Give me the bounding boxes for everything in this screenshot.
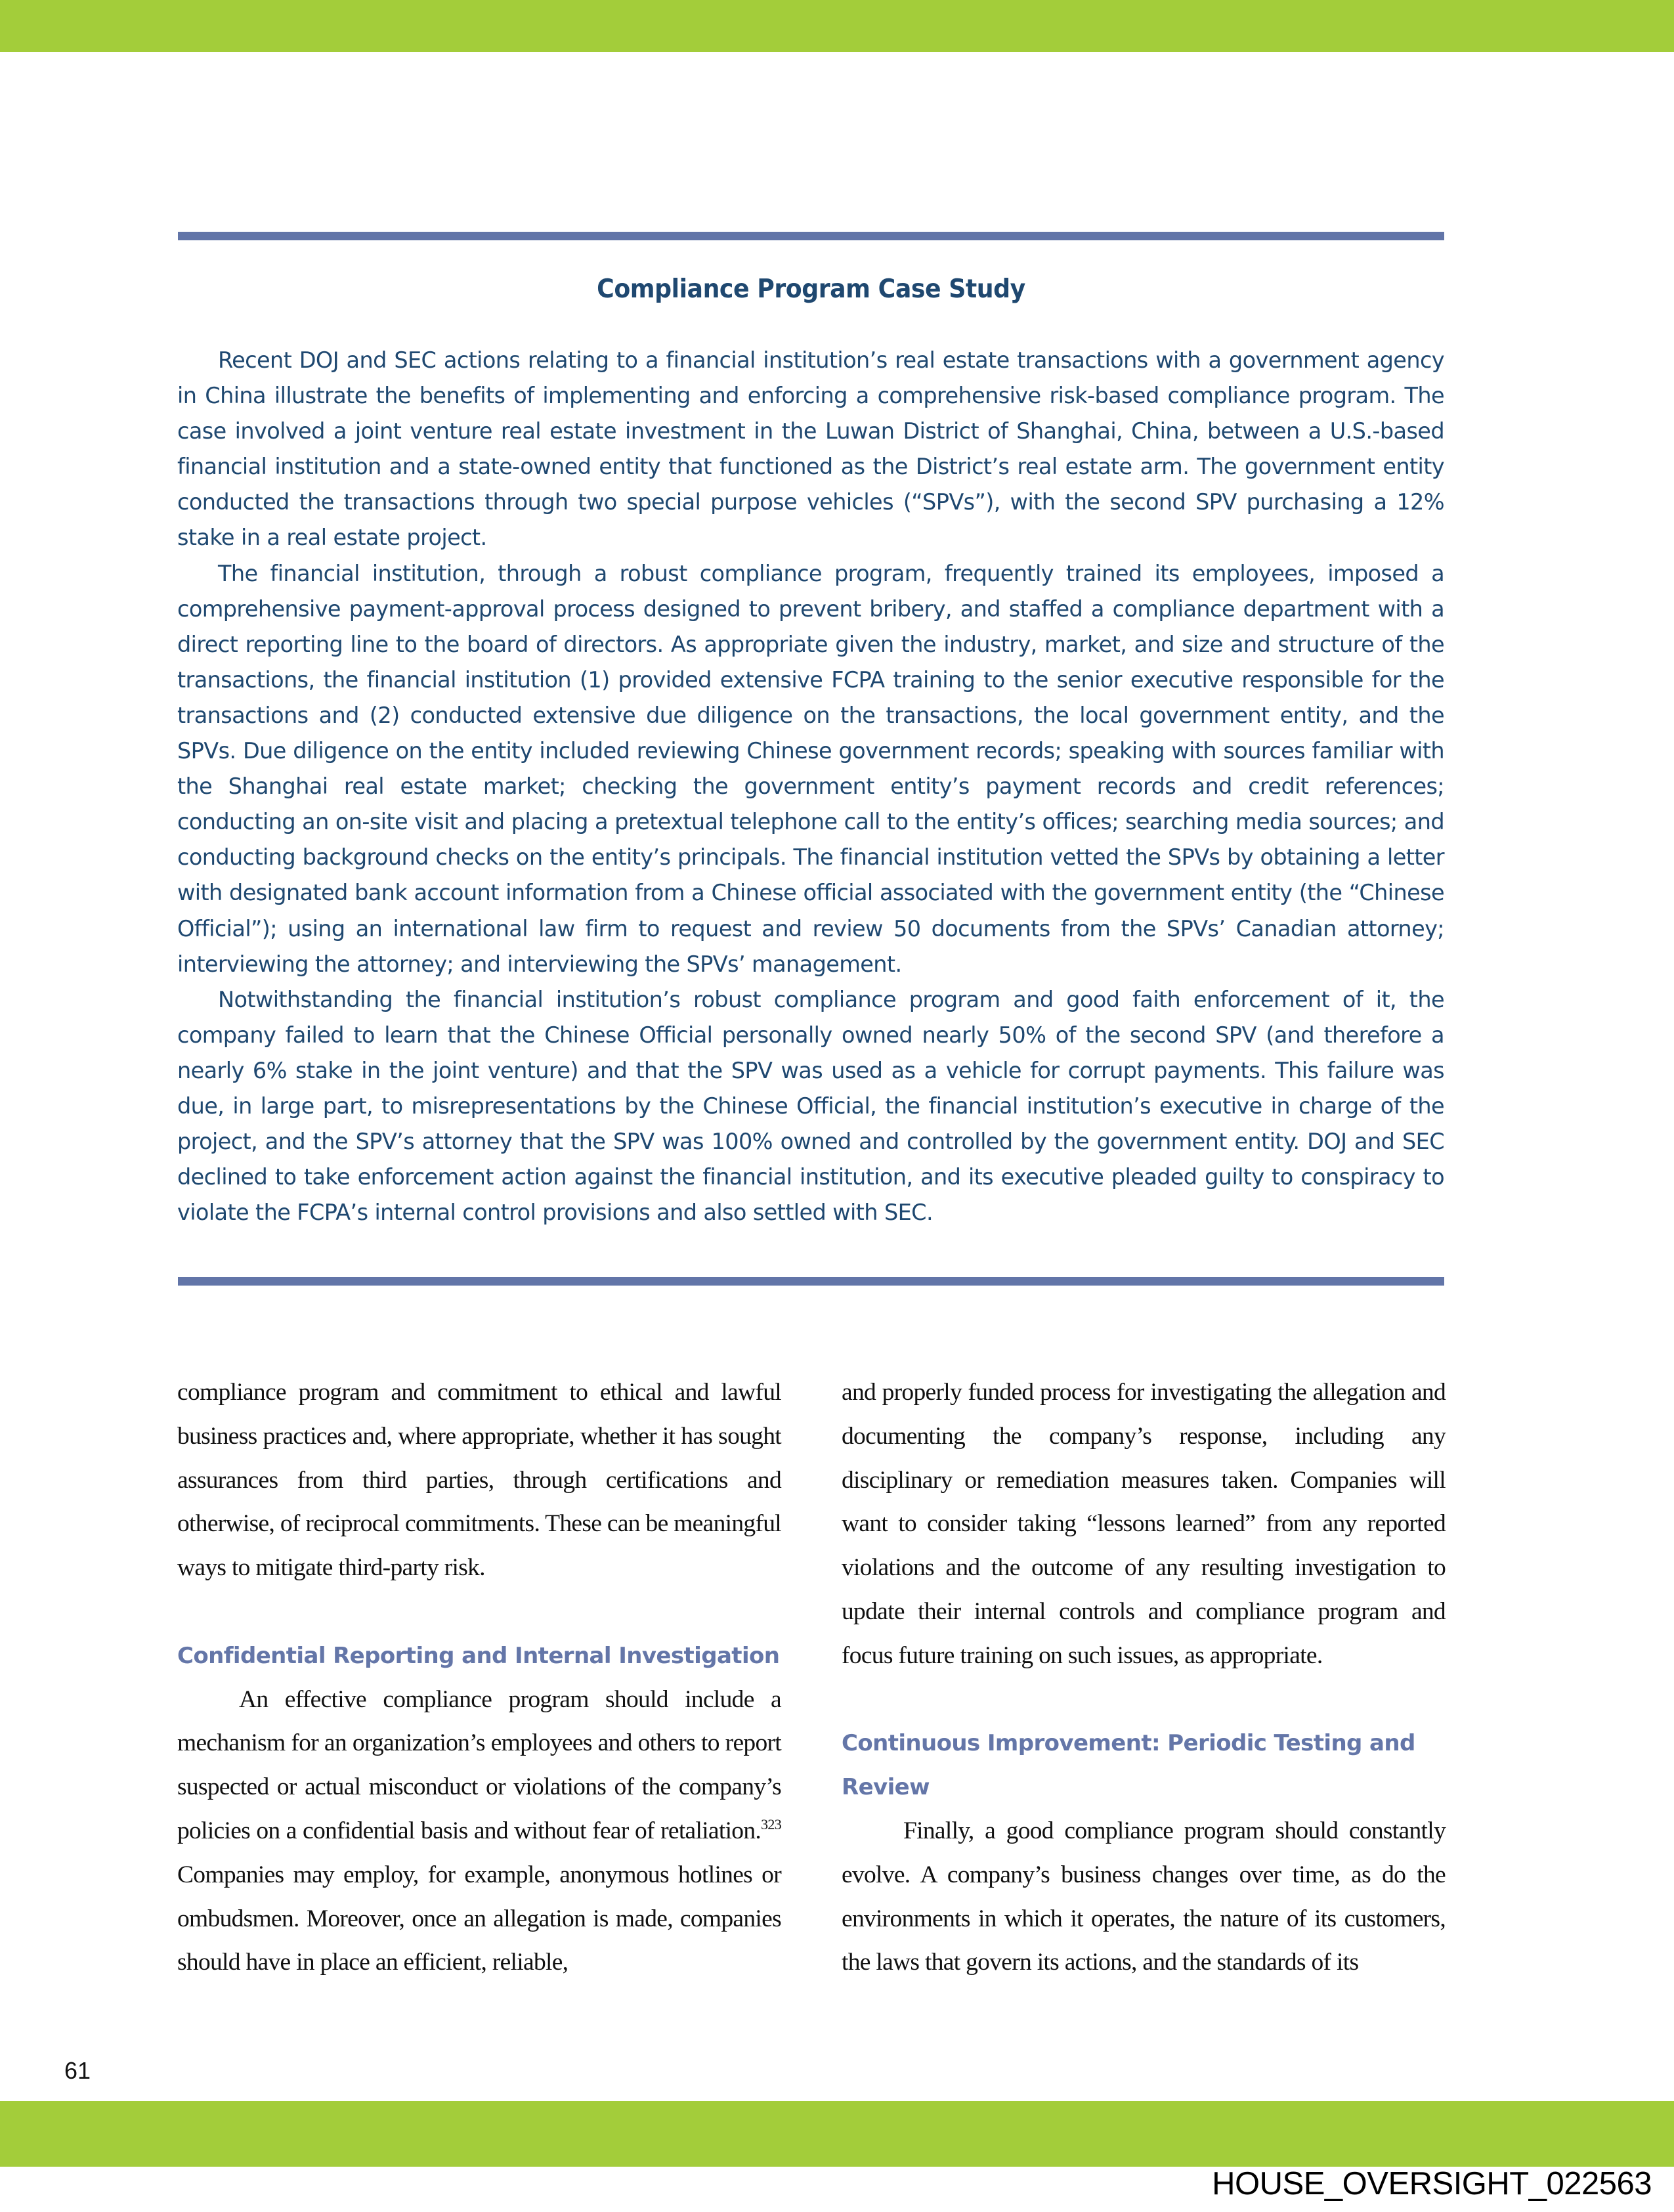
spacer <box>177 1590 781 1634</box>
left-column <box>177 1371 781 1985</box>
bates-number: HOUSE_OVERSIGHT_022563 <box>1212 2166 1652 2201</box>
body-paragraph: Finally, a good compliance program should constantly evolve. A company’s business changes over time, as do the environments in which it operates, the nature of its customers, the laws that govern its actions, and the standards of its <box>842 1817 1446 1976</box>
section-heading-confidential-reporting: Confidential Reporting and Internal Investigation <box>177 1642 780 1669</box>
continued-paragraph: and properly funded process for investigating the allegation and documenting the company’s response, including any disciplinary or remediation measures taken. Companies will want to consider taking “lessons learned” from any reported violations and the outcome of any resulting investigation to update their internal controls and compliance program and focus future training on such issues, as appropriate. <box>842 1379 1446 1669</box>
continued-paragraph: compliance program and commitment to ethical and lawful business practices and, where appropriate, whether it has sought assurances from third parties, through certifications and otherwise, of reciprocal commitments. These can be meaningful ways to mitigate third-party risk. <box>177 1379 781 1582</box>
case-study-paragraph: The financial institution, through a robust compliance program, frequently trained its employees, imposed a comprehensive payment-approval process designed to prevent bribery, and staffed a compliance department with a direct reporting line to the board of directors. As appropriate given the industry, market, and size and structure of the transactions, the financial institution (1) provided extensive FCPA training to the senior executive responsible for the transactions and (2) conducted extensive due diligence on the transactions, the local government entity, and the SPVs. Due diligence on the entity included reviewing Chinese government records; speaking with sources familiar with the Shanghai real estate market; checking the government entity’s payment records and credit references; conducting an on-site visit and placing a pretextual telephone call to the entity’s offices; searching media sources; and conducting background checks on the entity’s principals. The financial institution vetted the SPVs by obtaining a letter with designated bank account information from a Chinese official associated with the government entity (the “Chinese Official”); using an international law firm to request and review 50 documents from the SPVs’ Canadian attorney; interviewing the attorney; and interviewing the SPVs’ management. <box>177 560 1444 977</box>
spacer <box>842 1678 1446 1722</box>
page-number: 61 <box>64 2057 91 2084</box>
footnote-reference[interactable]: 323 <box>761 1815 781 1832</box>
right-column <box>842 1371 1446 1985</box>
top-accent-bar <box>0 0 1674 52</box>
paragraph-text: Companies may employ, for example, anonymous hotlines or ombudsmen. Moreover, once an allegation is made, companies should have in place an efficient, reliable, <box>177 1861 781 1976</box>
bottom-accent-bar <box>0 2101 1674 2167</box>
case-study-paragraph: Notwithstanding the financial institution’s robust compliance program and good faith enforcement of it, the company failed to learn that the Chinese Official personally owned nearly 50% of the second SPV (and therefore a nearly 6% stake in the joint venture) and that the SPV was used as a vehicle for corrupt payments. This failure was due, in large part, to misrepresentations by the Chinese Official, the financial institution’s executive in charge of the project, and the SPV’s attorney that the SPV was 100% owned and controlled by the government entity. DOJ and SEC declined to take enforcement action against the financial institution, and its executive pleaded guilty to conspiracy to violate the FCPA’s internal control provisions and also settled with SEC. <box>177 986 1444 1226</box>
case-study-title: Compliance Program Case Study <box>597 274 1025 304</box>
case-study-bottom-rule <box>178 1277 1444 1286</box>
case-study-paragraph: Recent DOJ and SEC actions relating to a financial institution’s real estate transactions with a government agency in China illustrate the benefits of implementing and enforcing a comprehensive risk-based compliance program. The case involved a joint venture real estate investment in the Luwan District of Shanghai, China, between a U.S.-based financial institution and a state-owned entity that functioned as the District’s real estate arm. The government entity conducted the transactions through two special purpose vehicles (“SPVs”), with the second SPV purchasing a 12% stake in a real estate project. <box>177 347 1444 551</box>
body-paragraph <box>177 1678 781 1985</box>
paragraph-text: An effective compliance program should include a mechanism for an organization’s employees and others to report suspected or actual misconduct or violations of the company’s policies on a confidential basis and without fear of retaliation. <box>177 1685 781 1844</box>
case-study-top-rule <box>178 232 1444 240</box>
section-heading-continuous-improvement: Continuous Improvement: Periodic Testing and Review <box>842 1730 1415 1801</box>
case-study-body <box>177 343 1444 1230</box>
